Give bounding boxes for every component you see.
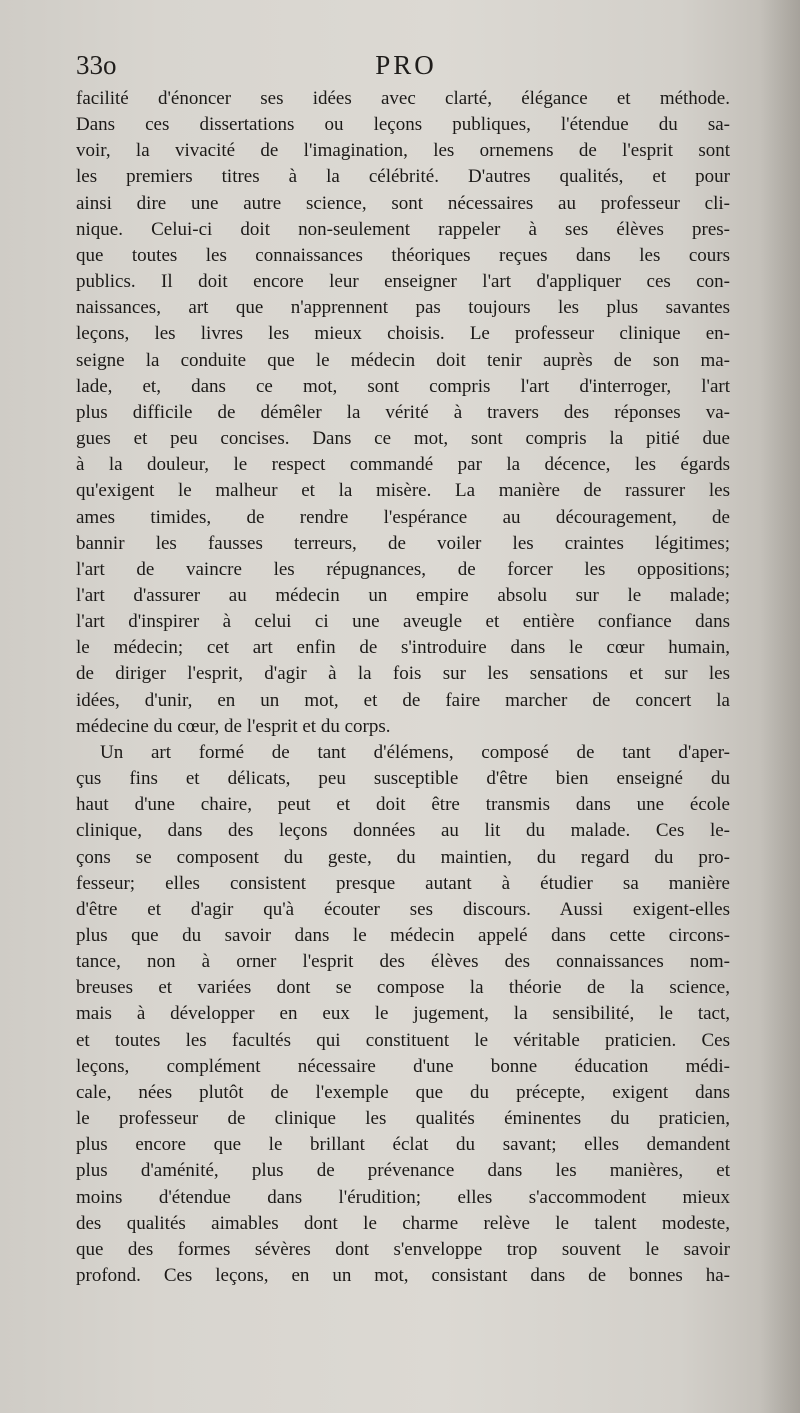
text-line: naissances, art que n'apprennent pas toujours les plus savantes bbox=[76, 297, 730, 319]
text-line: haut d'une chaire, peut et doit être transmis dans une école bbox=[76, 794, 730, 816]
text-line: d'être et d'agir qu'à écouter ses discours. Aussi exigent-elles bbox=[76, 898, 730, 920]
text-line: plus encore que le brillant éclat du savant; elles demandent bbox=[76, 1134, 730, 1156]
text-line: l'art de vaincre les répugnances, de forcer les oppositions; bbox=[76, 558, 730, 580]
text-line: mais à développer en eux le jugement, la sensibilité, le tact, bbox=[76, 1003, 730, 1025]
text-line: médecine du cœur, de l'esprit et du corps. bbox=[76, 715, 391, 737]
text-line: Dans ces dissertations ou leçons publiques, l'étendue du sa- bbox=[76, 114, 730, 136]
page-number: 33o bbox=[76, 50, 117, 80]
text-line: tance, non à orner l'esprit des élèves des connaissances nom- bbox=[76, 951, 730, 973]
text-line: plus que du savoir dans le médecin appelé dans cette circons- bbox=[76, 925, 730, 946]
text-line: à la douleur, le respect commandé par la décence, les égards bbox=[76, 454, 730, 476]
text-line: que toutes les connaissances théoriques reçues dans les cours bbox=[76, 244, 730, 266]
text-line: voir, la vivacité de l'imagination, les ornemens de l'esprit sont bbox=[76, 140, 730, 162]
text-line: breuses et variées dont se compose la théorie de la science, bbox=[76, 977, 730, 999]
text-line: seigne la conduite que le médecin doit tenir auprès de son ma- bbox=[76, 349, 730, 371]
text-line: nique. Celui-ci doit non-seulement rappeler à ses élèves pres- bbox=[76, 218, 730, 240]
text-line: qu'exigent le malheur et la misère. La manière de rassurer les bbox=[76, 480, 730, 502]
text-line: plus d'aménité, plus de prévenance dans les manières, et bbox=[76, 1160, 730, 1182]
page-header bbox=[76, 50, 736, 86]
text-line: ainsi dire une autre science, sont nécessaires au professeur cli- bbox=[76, 192, 730, 214]
text-line: que des formes sévères dont s'enveloppe trop souvent le savoir bbox=[76, 1238, 730, 1260]
text-line: facilité d'énoncer ses idées avec clarté, élégance et méthode. bbox=[76, 88, 730, 109]
text-line: publics. Il doit encore leur enseigner l'art d'appliquer ces con- bbox=[76, 271, 730, 293]
text-line: clinique, dans des leçons données au lit du malade. Ces le- bbox=[76, 820, 730, 842]
page-edge-shadow bbox=[760, 0, 800, 1413]
text-line: et toutes les facultés qui constituent le véritable praticien. Ces bbox=[76, 1029, 730, 1051]
text-line: çus fins et délicats, peu susceptible d'être bien enseigné du bbox=[76, 768, 730, 790]
text-line: çons se composent du geste, du maintien, du regard du pro- bbox=[76, 846, 730, 868]
text-line: bannir les fausses terreurs, de voiler les craintes légitimes; bbox=[76, 532, 730, 554]
text-line: gues et peu concises. Dans ce mot, sont compris la pitié due bbox=[76, 428, 730, 450]
text-line: l'art d'assurer au médecin un empire absolu sur le malade; bbox=[76, 584, 730, 606]
text-line: profond. Ces leçons, en un mot, consistant dans de bonnes ha- bbox=[76, 1265, 730, 1287]
body-text bbox=[76, 86, 730, 1289]
text-line: Un art formé de tant d'élémens, composé de tant d'aper- bbox=[100, 741, 730, 763]
text-line: des qualités aimables dont le charme relève le talent modeste, bbox=[76, 1212, 730, 1234]
text-line: l'art d'inspirer à celui ci une aveugle et entière confiance dans bbox=[76, 611, 730, 633]
text-line: cale, nées plutôt de l'exemple que du précepte, exigent dans bbox=[76, 1081, 730, 1103]
text-line: les premiers titres à la célébrité. D'autres qualités, et pour bbox=[76, 166, 730, 188]
text-line: fesseur; elles consistent presque autant à étudier sa manière bbox=[76, 872, 730, 894]
running-head: PRO bbox=[375, 50, 437, 80]
paragraph bbox=[76, 740, 730, 1289]
text-line: ames timides, de rendre l'espérance au découragement, de bbox=[76, 506, 730, 528]
text-line: leçons, complément nécessaire d'une bonne éducation médi- bbox=[76, 1055, 730, 1077]
text-line: lade, et, dans ce mot, sont compris l'art d'interroger, l'art bbox=[76, 375, 730, 397]
text-line: le professeur de clinique les qualités éminentes du praticien, bbox=[76, 1108, 730, 1130]
text-line: de diriger l'esprit, d'agir à la fois sur les sensations et sur les bbox=[76, 663, 730, 685]
text-line: le médecin; cet art enfin de s'introduire dans le cœur humain, bbox=[76, 637, 730, 659]
text-line: leçons, les livres les mieux choisis. Le professeur clinique en- bbox=[76, 323, 730, 345]
text-line: moins d'étendue dans l'érudition; elles s'accommodent mieux bbox=[76, 1186, 730, 1208]
text-line: plus difficile de démêler la vérité à travers des réponses va- bbox=[76, 401, 730, 423]
text-line: idées, d'unir, en un mot, et de faire marcher de concert la bbox=[76, 689, 730, 711]
paragraph bbox=[76, 86, 730, 740]
